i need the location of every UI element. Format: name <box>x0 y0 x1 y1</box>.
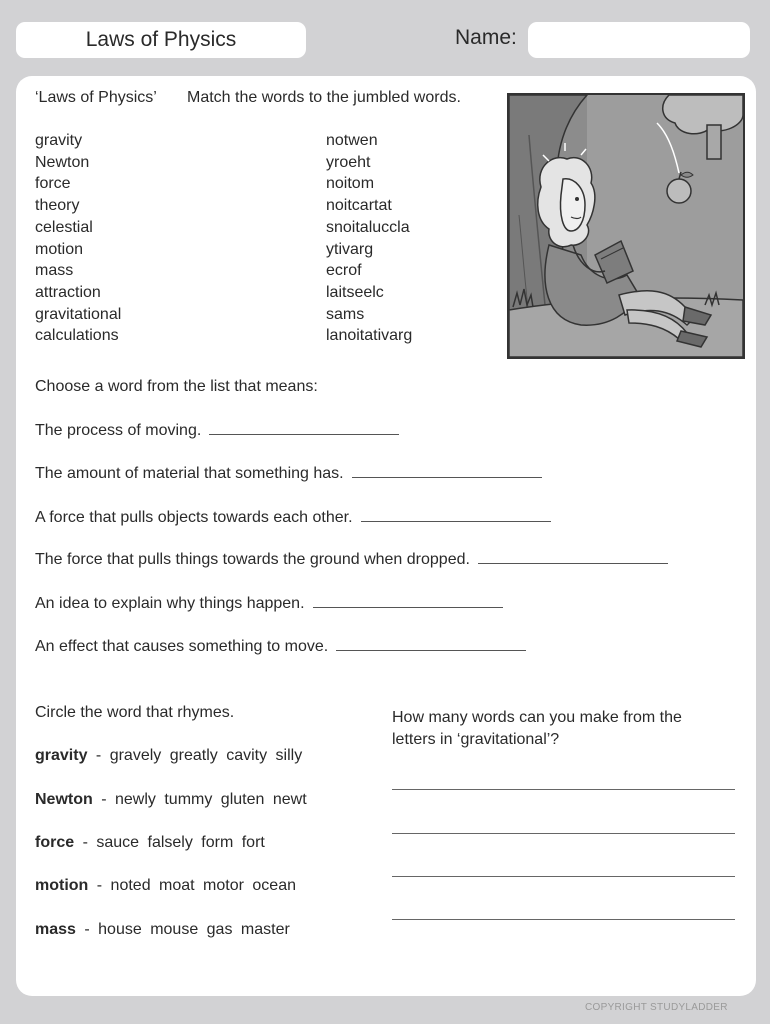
rhyme-row <box>35 747 302 765</box>
word-item: force <box>35 175 71 193</box>
copyright-notice: COPYRIGHT STUDYLADDER <box>585 1002 728 1013</box>
newton-illustration <box>507 93 745 359</box>
definition-text: A force that pulls objects towards each other. <box>35 509 353 526</box>
word-item: mass <box>35 262 74 280</box>
definition-row <box>35 465 542 483</box>
definitions-intro: Choose a word from the list that means: <box>35 378 318 395</box>
jumbled-item: snoitaluccla <box>326 218 410 236</box>
jumbled-item: ecrof <box>326 262 362 280</box>
word-item: theory <box>35 197 80 215</box>
jumbled-item: noitom <box>326 175 375 193</box>
word-list <box>35 130 121 347</box>
wordmaking-question-cont: letters in ‘gravitational’? <box>392 731 560 748</box>
word-item: attraction <box>35 283 101 301</box>
rhyme-options[interactable]: - gravely greatly cavity silly <box>95 747 303 764</box>
jumbled-item: notwen <box>326 132 378 149</box>
wordmaking-question: How many words can you make from the <box>392 709 682 726</box>
word-item: Newton <box>35 153 90 171</box>
rhyme-options[interactable]: - noted moat motor ocean <box>96 877 296 894</box>
rhyme-row <box>35 834 265 852</box>
jumbled-item: yroeht <box>326 153 371 171</box>
definition-text: An effect that causes something to move. <box>35 638 329 655</box>
definition-row <box>35 551 668 569</box>
rhyme-row <box>35 921 290 939</box>
answer-line[interactable] <box>392 919 735 920</box>
page-title: Laws of Physics <box>16 22 306 58</box>
jumbled-item: sams <box>326 305 365 323</box>
definition-text: The amount of material that something has. <box>35 465 344 482</box>
rhyme-row <box>35 791 307 809</box>
rhymes-intro: Circle the word that rhymes. <box>35 704 235 721</box>
rhyme-row <box>35 877 296 895</box>
answer-blank[interactable] <box>352 476 542 478</box>
definition-text: An idea to explain why things happen. <box>35 595 305 612</box>
definition-row <box>35 422 399 440</box>
rhyme-options[interactable]: - house mouse gas master <box>84 921 290 938</box>
answer-blank[interactable] <box>336 649 526 651</box>
rhyme-word: Newton <box>35 791 93 808</box>
definition-text: The force that pulls things towards the ground when dropped. <box>35 551 470 568</box>
word-item: motion <box>35 240 84 258</box>
answer-blank[interactable] <box>361 520 551 522</box>
rhyme-word: force <box>35 834 75 851</box>
word-item: gravitational <box>35 305 122 323</box>
rhyme-options[interactable]: - newly tummy gluten newt <box>101 791 307 808</box>
word-item: celestial <box>35 218 93 236</box>
answer-line[interactable] <box>392 833 735 834</box>
definition-text: The process of moving. <box>35 422 202 439</box>
rhyme-word: mass <box>35 921 76 938</box>
jumbled-item: laitseelc <box>326 283 384 301</box>
word-item: calculations <box>35 327 119 345</box>
definition-row <box>35 509 551 527</box>
matching-instruction: Match the words to the jumbled words. <box>187 89 461 106</box>
name-label: Name: <box>455 26 517 49</box>
jumbled-item: lanoitativarg <box>326 327 413 345</box>
jumbled-item: noitcartat <box>326 197 392 215</box>
answer-blank[interactable] <box>478 562 668 564</box>
answer-line[interactable] <box>392 789 735 790</box>
answer-line[interactable] <box>392 876 735 877</box>
word-item: gravity <box>35 132 83 149</box>
jumbled-item: ytivarg <box>326 240 374 258</box>
rhyme-word: gravity <box>35 747 88 764</box>
name-field[interactable] <box>528 22 750 58</box>
rhyme-options[interactable]: - sauce falsely form fort <box>82 834 265 851</box>
definition-row <box>35 595 503 613</box>
answer-blank[interactable] <box>209 433 399 435</box>
matching-label: ‘Laws of Physics’ <box>35 89 157 106</box>
definition-row <box>35 638 526 656</box>
answer-blank[interactable] <box>313 606 503 608</box>
rhyme-word: motion <box>35 877 89 894</box>
jumbled-list <box>326 130 412 347</box>
